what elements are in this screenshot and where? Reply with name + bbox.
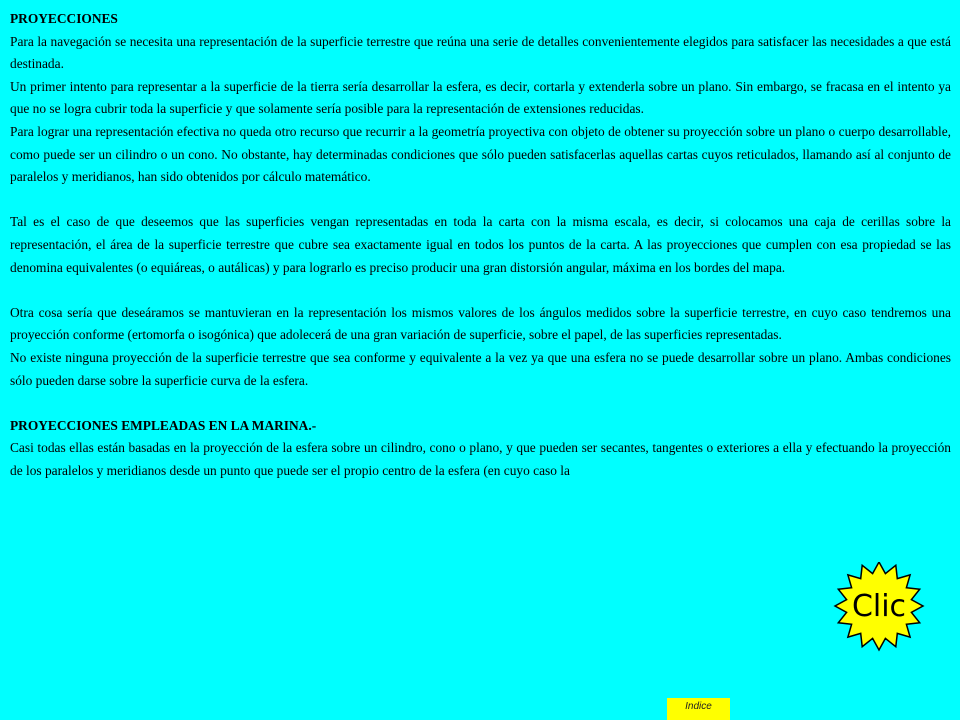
paragraph-3: Para lograr una representación efectiva no queda otro recurso que recurrir a la geometría proyectiva con objeto de obtener su proyección sobre un plano o cuerpo desarrollable, como puede ser un cilindro o un cono. No obstante, hay determinadas condiciones que sólo pueden satisfacerlas aquellas cartas cuyos reticulados, llamando así al conjunto de paralelos y meridianos, han sido obtenidos por cálculo matemático. [10, 123, 951, 185]
paragraph-spacer [10, 189, 951, 212]
document-body [10, 8, 951, 482]
paragraph-5: Otra cosa sería que deseáramos se mantuvieran en la representación los mismos valores de los ángulos medidos sobre la superficie terrestre, en cuyo caso tendremos una proyección conforme (ertomorfa o isogónica) que adolecerá de una gran variación de superficie, sobre el papel, de las superficies representadas. [10, 304, 951, 343]
indice-button[interactable]: Indice [667, 698, 730, 720]
heading-proyecciones-marina: PROYECCIONES EMPLEADAS EN LA MARINA.- [10, 417, 317, 433]
paragraph-4: Tal es el caso de que deseemos que las superficies vengan representadas en toda la carta con la misma escala, es decir, si colocamos una caja de cerillas sobre la representación, el área de la superficie terrestre que cubre sea exactamente igual en todos los puntos de la carta. A las proyecciones que cumplen con esa propiedad se las denomina equivalentes (o equiáreas, o autálicas) y para lograrlo es preciso producir una gran distorsión angular, máxima en los bordes del mapa. [10, 214, 951, 275]
paragraph-2: Un primer intento para representar a la superficie de la tierra sería desarrollar la esfera, es decir, cortarla y extenderla sobre un plano. Sin embargo, se fracasa en el intento ya que no se logra cubrir toda la superficie y que solamente sería posible para la representación de extensiones reducidas. [10, 78, 951, 117]
heading-proyecciones: PROYECCIONES [10, 11, 118, 26]
paragraph-spacer [10, 279, 951, 302]
clic-button[interactable] [833, 562, 925, 654]
paragraph-spacer [10, 392, 951, 415]
paragraph-7: Casi todas ellas están basadas en la proyección de la esfera sobre un cilindro, cono o plano, y que pueden ser secantes, tangentes o exteriores a ella y efectuando la proyección de los paralelos y meridianos desde un punto que puede ser el propio centro de la esfera (en cuyo caso la [10, 440, 951, 478]
paragraph-6: No existe ninguna proyección de la superficie terrestre que sea conforme y equivalente a la vez ya que una esfera no se puede desarrollar sobre un plano. Ambas condiciones sólo pueden darse sobre la superficie curva de la esfera. [10, 349, 951, 388]
clic-button-label: Clic [851, 588, 907, 624]
paragraph-1: Para la navegación se necesita una representación de la superficie terrestre que reúna una serie de detalles convenientemente elegidos para satisfacer las necesidades a que está destinada. [10, 33, 951, 72]
